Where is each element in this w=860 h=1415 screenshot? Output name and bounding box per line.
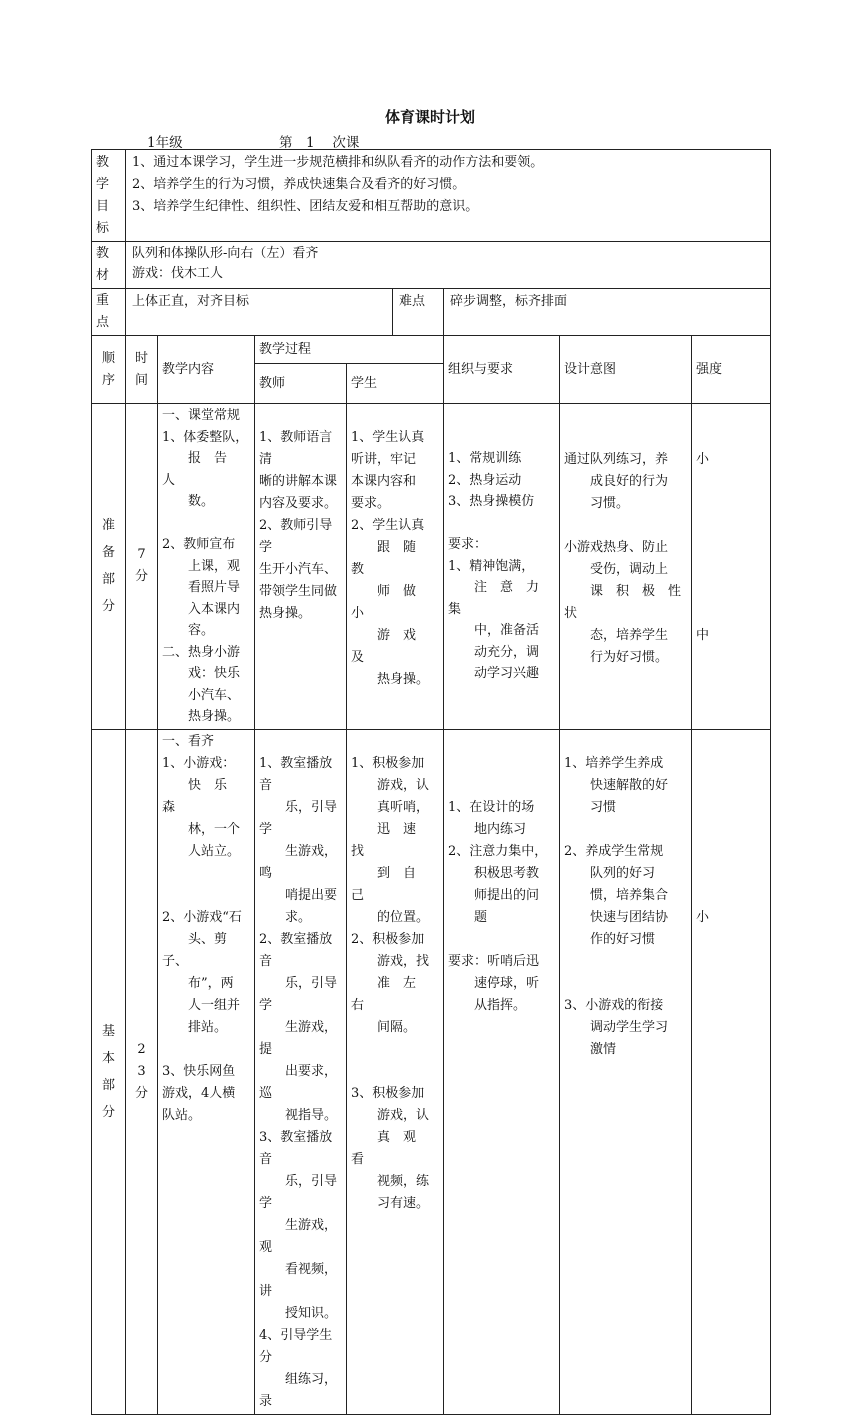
header-time: 时 间 <box>126 336 158 404</box>
section-student: 1、学生认真 听讲，牢记 本课内容和 要求。 2、学生认真 跟 随 教 师 做 小 游 戏 及 热身操。 <box>347 404 444 730</box>
objectives-label: 教学 目标 <box>92 150 126 242</box>
difficulty-value: 碎步调整，标齐排面 <box>444 289 771 336</box>
objective-item: 1、通过本课学习，学生进一步规范横排和纵队看齐的动作方法和要领。 <box>132 155 544 170</box>
section-teacher: 1、教师语言清 晰的讲解本课 内容及要求。 2、教师引导学 生开小汽车、 带领学生同做 热身操。 <box>255 404 347 730</box>
section-organization: 1、在设计的场 地内练习 2、注意力集中， 积极思考教 师提出的问 题 要求：听哨后迅 速停球，听 从指挥。 <box>444 729 560 1414</box>
focus-label: 重点 <box>92 289 126 336</box>
material-label: 教材 <box>92 242 126 289</box>
section-name: 准 备 部 分 <box>92 404 126 730</box>
material-line: 游戏：伐木工人 <box>132 266 224 281</box>
section-name: 基 本 部 分 <box>92 729 126 1414</box>
section-organization: 1、常规训练 2、热身运动 3、热身操模仿 要求： 1、精神饱满， 注 意 力 集 中，准备活 动充分，调 动学习兴趣 <box>444 404 560 730</box>
difficulty-label: 难点 <box>393 289 444 336</box>
section-time: 2 3 分 <box>126 729 158 1414</box>
header-teacher: 教师 <box>255 364 347 404</box>
header-process: 教学过程 <box>255 336 444 364</box>
section-content: 一、看齐 1、小游戏： 快 乐 森 林，一个 人站立。 2、小游戏“石 头、剪子、 布”，两 人一组并 排站。 3、快乐网鱼 游戏，4人横 队站。 <box>158 729 255 1414</box>
grade-label: 1年级 <box>147 135 183 151</box>
lesson-plan-table <box>91 149 771 1415</box>
section-content: 一、课堂常规 1、体委整队， 报 告 人 数。 2、教师宣布 上课，观 看照片导 入本课内 容。 二、热身小游 戏：快乐 小汽车、 热身操。 <box>158 404 255 730</box>
header-organization: 组织与要求 <box>444 336 560 404</box>
section-teacher: 1、教室播放音 乐，引导学 生游戏，鸣 哨提出要 求。 2、教室播放音 乐，引导学 生游戏，提 出要求，巡 视指导。 3、教室播放音 乐，引导学 生游戏，观 看视频，讲 授知识。 4、引导学生分 组练习，录 <box>255 729 347 1414</box>
page-title: 体育课时计划 <box>384 108 475 126</box>
section-design: 1、培养学生养成 快速解散的好 习惯 2、养成学生常规 队列的好习 惯，培养集合 快速与团结协 作的好习惯 3、小游戏的衔接 调动学生学习 激情 <box>560 729 692 1414</box>
section-intensity: 小 <box>692 729 771 1414</box>
section-design: 通过队列练习，养 成良好的行为 习惯。 小游戏热身、防止 受伤，调动上 课 积 极 性 状 态，培养学生 行为好习惯。 <box>560 404 692 730</box>
objective-item: 2、培养学生的行为习惯，养成快速集合及看齐的好习惯。 <box>132 177 466 192</box>
section-student: 1、积极参加 游戏，认 真听哨， 迅 速 找 到 自 己 的位置。 2、积极参加 游戏，找 准 左 右 间隔。 3、积极参加 游戏，认 真 观 看 视频，练 习有速。 <box>347 729 444 1414</box>
section-row-preparation <box>92 404 771 730</box>
header-intensity: 强度 <box>692 336 771 404</box>
header-design: 设计意图 <box>560 336 692 404</box>
header-student: 学生 <box>347 364 444 404</box>
focus-value: 上体正直，对齐目标 <box>126 289 393 336</box>
material-line: 队列和体操队形-向右（左）看齐 <box>132 246 319 261</box>
header-order: 顺 序 <box>92 336 126 404</box>
section-intensity: 小 中 <box>692 404 771 730</box>
lesson-number: 第 1 次课 <box>279 135 360 151</box>
section-row-basic <box>92 729 771 1414</box>
header-content: 教学内容 <box>158 336 255 404</box>
objective-item: 3、培养学生纪律性、组织性、团结友爱和相互帮助的意识。 <box>132 199 479 214</box>
section-time: 7 分 <box>126 404 158 730</box>
material-content <box>126 242 771 289</box>
objectives-list <box>126 150 771 242</box>
